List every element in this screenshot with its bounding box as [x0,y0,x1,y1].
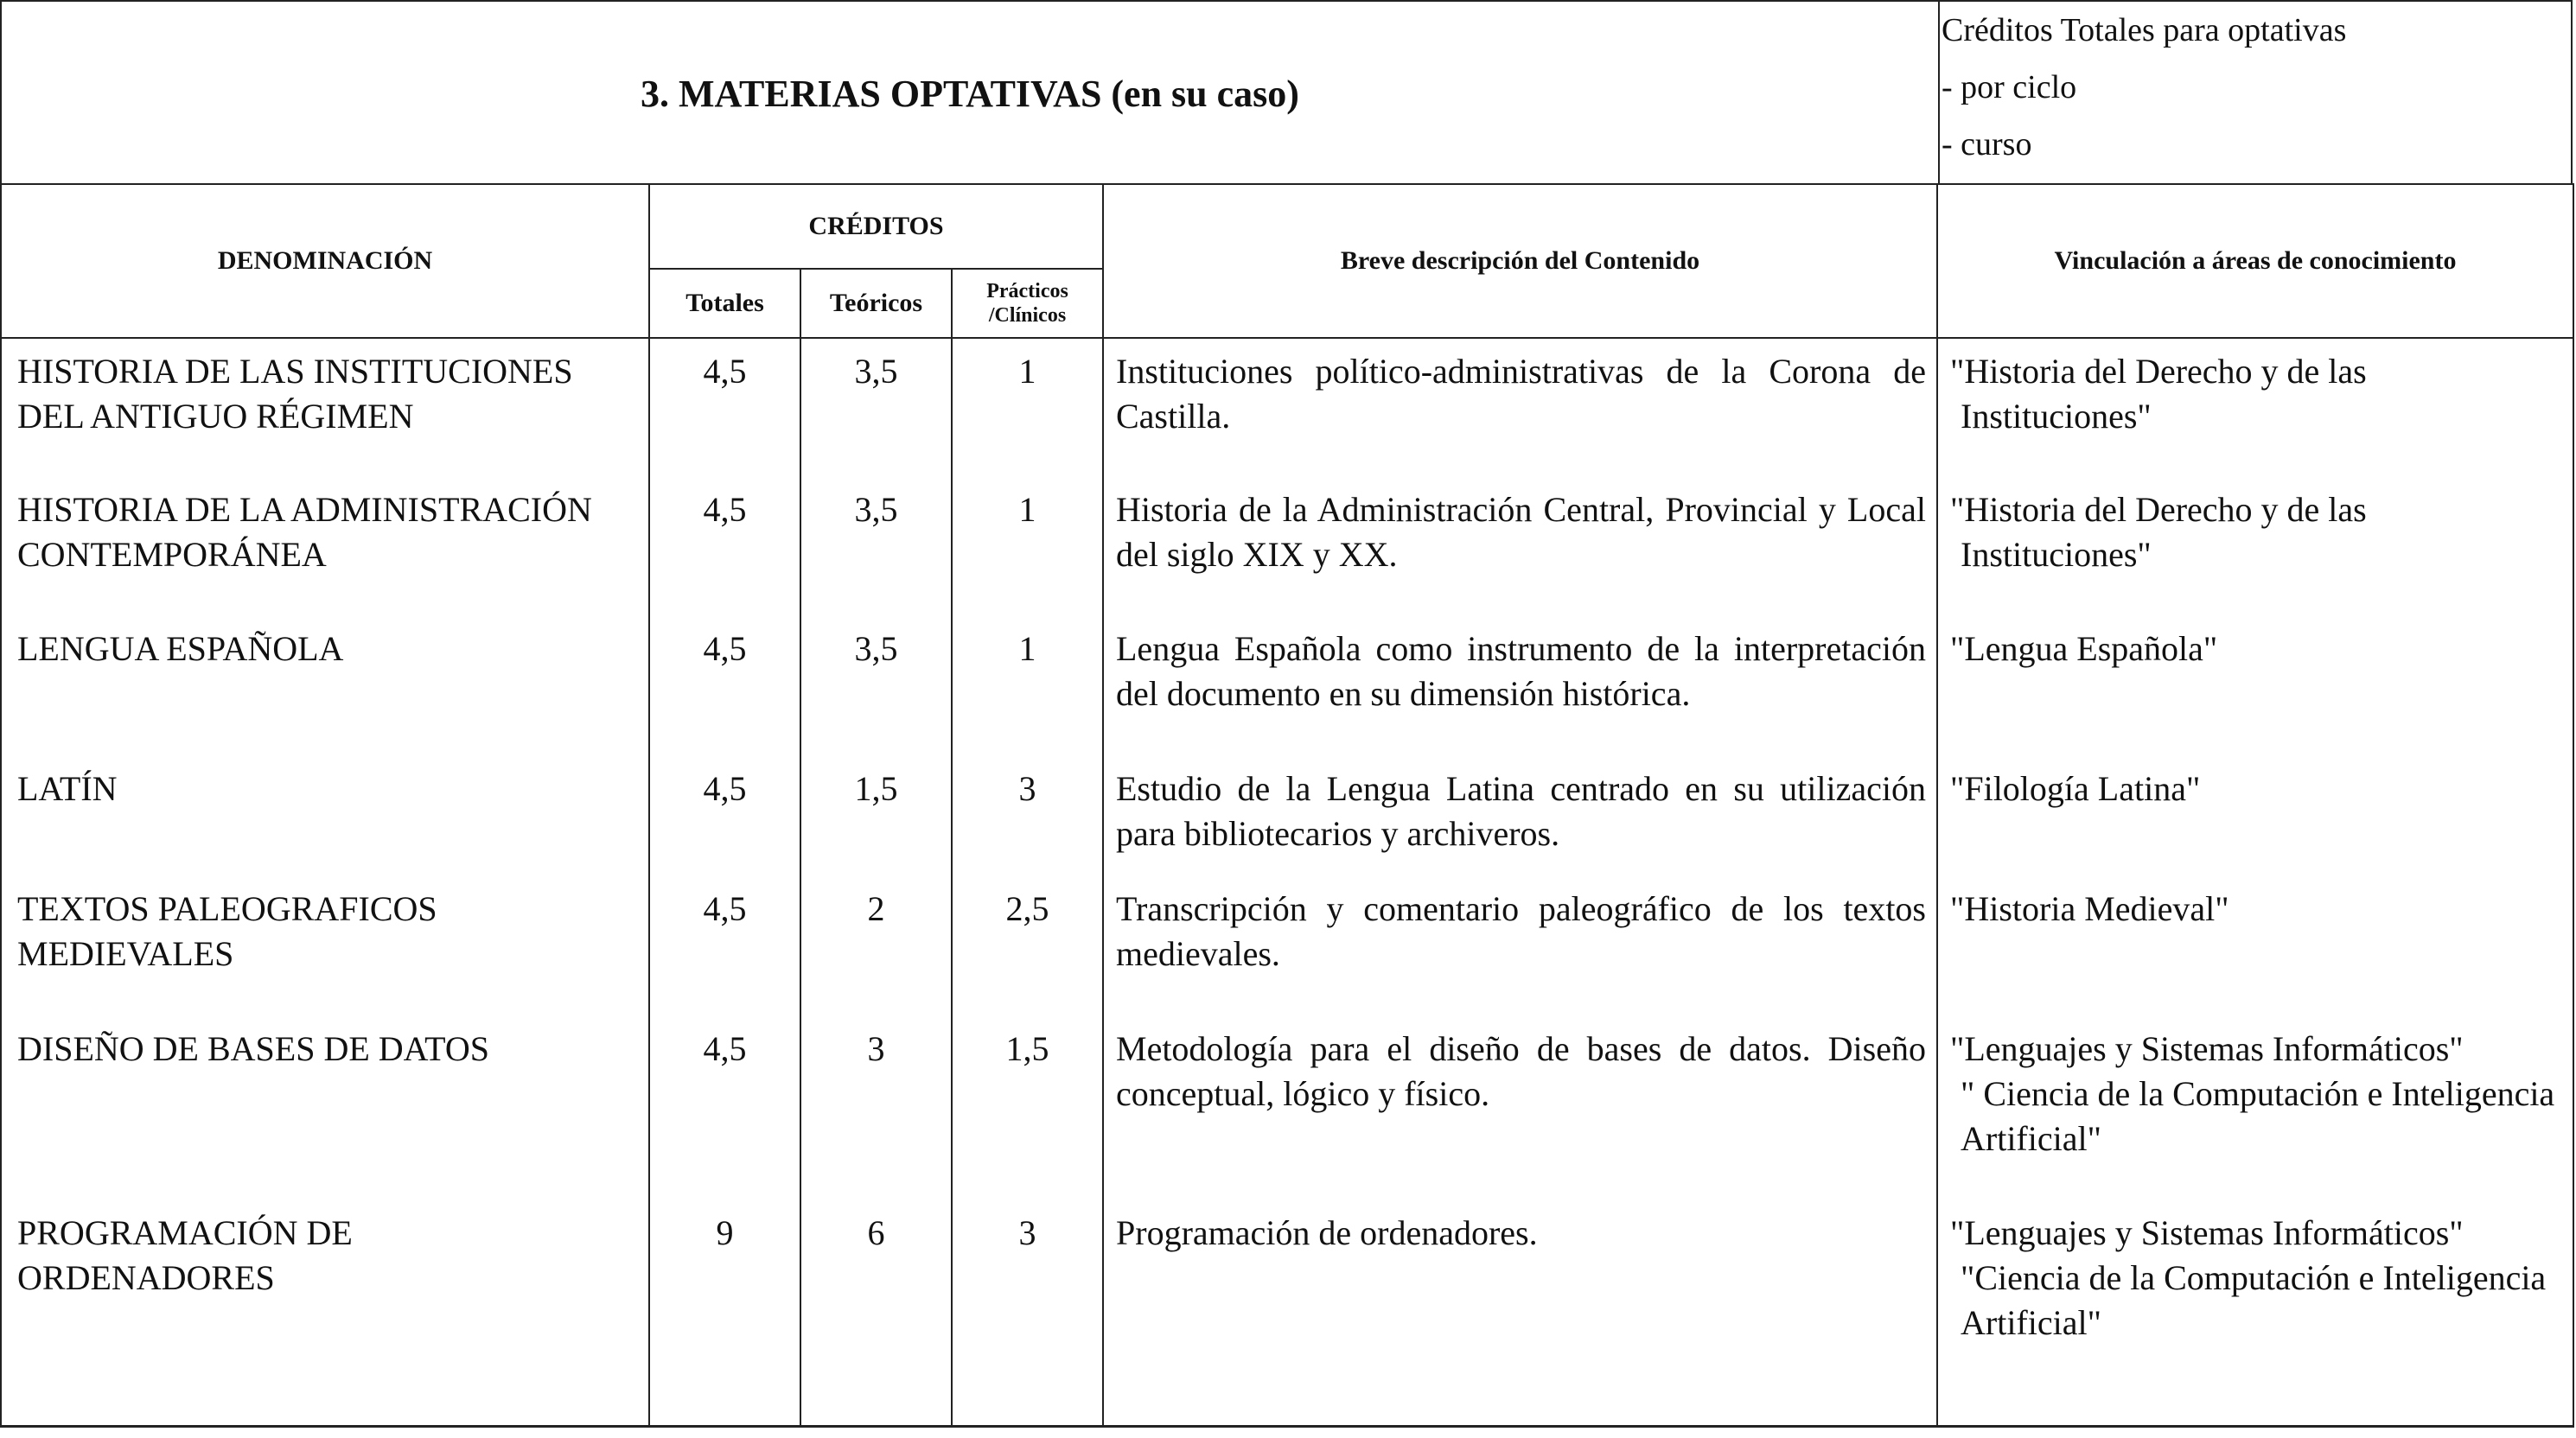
table-row [1,616,2573,757]
content-description: Metodología para el diseño de bases de datos. Diseño conceptual, lógico y físico. [1103,1016,1937,1199]
subject-name-line2: CONTEMPORÁNEA [17,534,327,574]
credits-practicos: 3 [952,756,1103,875]
subject-name-cell [1,1200,649,1427]
optional-subjects-table [0,183,2574,1428]
knowledge-area-line2: "Ciencia de la Computación e Inteligencia [1961,1257,2547,1297]
credits-teoricos: 2 [800,876,952,1017]
table-row [1,338,2573,477]
credits-practicos: 3 [952,1200,1103,1427]
subject-name-line1: HISTORIA DE LAS INSTITUCIONES [17,352,573,391]
table-row [1,1200,2573,1427]
knowledge-area-line1: "Historia del Derecho y de las [1950,352,2367,391]
table-row [1,1016,2573,1199]
credits-teoricos: 3,5 [800,616,952,757]
practicos-label-line2: /Clínicos [988,304,1067,327]
credits-practicos: 1 [952,338,1103,477]
column-header-denominacion: DENOMINACIÓN [1,184,649,338]
knowledge-area-line2: Instituciones" [1961,397,2152,436]
credits-teoricos: 3 [800,1016,952,1199]
credits-teoricos: 3,5 [800,338,952,477]
credits-teoricos: 6 [800,1200,952,1427]
knowledge-area-cell [1937,338,2573,477]
subject-name-cell [1,756,649,875]
column-header-vinculacion: Vinculación a áreas de conocimiento [1937,184,2573,338]
subject-name-line1: HISTORIA DE LA ADMINISTRACIÓN [17,489,592,529]
knowledge-area-cell [1937,876,2573,1017]
credits-totales: 4,5 [649,756,800,875]
section-header [0,0,2573,183]
credits-totales: 4,5 [649,876,800,1017]
credits-practicos: 1 [952,477,1103,616]
credits-totales: 9 [649,1200,800,1427]
subject-name-line2: ORDENADORES [17,1257,275,1297]
content-description: Transcripción y comentario paleográfico de los textos medievales. [1103,876,1937,1017]
knowledge-area-line3: Artificial" [1961,1119,2101,1159]
credits-practicos: 1 [952,616,1103,757]
subject-name-cell [1,338,649,477]
credits-teoricos: 3,5 [800,477,952,616]
credits-box-course: - curso [1942,126,2032,162]
subject-name-line1: TEXTOS PALEOGRAFICOS [17,888,437,928]
knowledge-area-cell [1937,1200,2573,1427]
credits-totales: 4,5 [649,338,800,477]
subject-name-cell [1,876,649,1017]
subject-name-cell [1,616,649,757]
subject-name-line2: DEL ANTIGUO RÉGIMEN [17,397,414,436]
knowledge-area-cell [1937,1016,2573,1199]
column-header-descripcion: Breve descripción del Contenido [1103,184,1937,338]
content-description: Instituciones político-administrativas de la Corona de Castilla. [1103,338,1937,477]
content-description: Historia de la Administración Central, Provincial y Local del siglo XIX y XX. [1103,477,1937,616]
credits-practicos: 2,5 [952,876,1103,1017]
content-description: Estudio de la Lengua Latina centrado en su utilización para bibliotecarios y archiveros. [1103,756,1937,875]
credits-teoricos: 1,5 [800,756,952,875]
credits-practicos: 1,5 [952,1016,1103,1199]
subject-name-line1: LATÍN [17,769,118,809]
subject-name-line2: MEDIEVALES [17,933,234,973]
knowledge-area-cell [1937,616,2573,757]
knowledge-area-line1: "Historia Medieval" [1950,888,2229,928]
subject-name-line1: DISEÑO DE BASES DE DATOS [17,1029,489,1069]
subject-name-cell [1,477,649,616]
subject-name-line1: LENGUA ESPAÑOLA [17,628,344,668]
section-title: 3. MATERIAS OPTATIVAS (en su caso) [641,72,1299,115]
credits-box-title: Créditos Totales para optativas [1942,12,2347,48]
subject-name-cell [1,1016,649,1199]
column-header-practicos [952,269,1103,338]
column-header-totales: Totales [649,269,800,338]
knowledge-area-cell [1937,756,2573,875]
knowledge-area-line2: " Ciencia de la Computación e Inteligencia [1961,1074,2555,1114]
credits-totales: 4,5 [649,616,800,757]
content-description: Programación de ordenadores. [1103,1200,1937,1427]
knowledge-area-line2: Instituciones" [1961,534,2152,574]
table-row [1,876,2573,1017]
table-row [1,477,2573,616]
subject-name-line1: PROGRAMACIÓN DE [17,1212,353,1252]
knowledge-area-line3: Artificial" [1961,1302,2101,1342]
credits-totales: 4,5 [649,1016,800,1199]
knowledge-area-line1: "Historia del Derecho y de las [1950,489,2367,529]
table-row [1,756,2573,875]
knowledge-area-cell [1937,477,2573,616]
optional-credits-box [1938,2,2574,185]
practicos-label-line1: Prácticos [986,280,1068,302]
knowledge-area-line1: "Filología Latina" [1950,769,2201,809]
credits-totales: 4,5 [649,477,800,616]
column-header-teoricos: Teóricos [800,269,952,338]
column-header-creditos: CRÉDITOS [649,184,1103,269]
content-description: Lengua Española como instrumento de la interpretación del documento en su dimensión histórica. [1103,616,1937,757]
credits-box-per-cycle: - por ciclo [1942,69,2077,105]
knowledge-area-line1: "Lengua Española" [1950,628,2218,668]
knowledge-area-line1: "Lenguajes y Sistemas Informáticos" [1950,1212,2464,1252]
knowledge-area-line1: "Lenguajes y Sistemas Informáticos" [1950,1029,2464,1069]
